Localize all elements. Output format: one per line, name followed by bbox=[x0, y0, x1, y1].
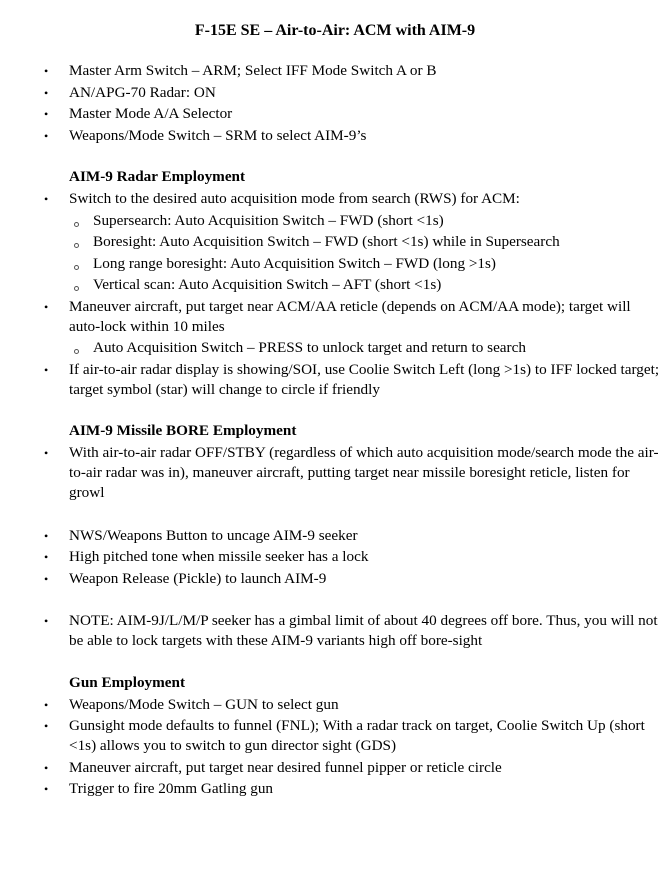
radar-mode-boresight: Boresight: Auto Acquisition Switch – FWD (short <1s) while in Supersearch bbox=[0, 232, 670, 252]
bore-step-launch: • Weapon Release (Pickle) to launch AIM-9 bbox=[0, 569, 670, 589]
radar-mode-long-boresight: Long range boresight: Auto Acquisition Switch – FWD (long >1s) bbox=[0, 254, 670, 274]
bore-note: • NOTE: AIM-9J/L/M/P seeker has a gimbal limit of about 40 degrees off bore. Thus, you will not be able to lock targets with these AIM-9 variants high off bore-sight bbox=[0, 611, 670, 651]
page-title: F-15E SE – Air-to-Air: ACM with AIM-9 bbox=[194, 22, 476, 39]
setup-item-master-arm: • Master Arm Switch – ARM; Select IFF Mode Switch A or B bbox=[0, 61, 670, 81]
gun-step-select: • Weapons/Mode Switch – GUN to select gun bbox=[0, 695, 670, 715]
gun-step-gunsight-mode: • Gunsight mode defaults to funnel (FNL); With a radar track on target, Coolie Switch Up (short <1s) allows you to switch to gun director sight (GDS) bbox=[0, 716, 670, 756]
section-heading-gun: Gun Employment bbox=[69, 673, 186, 691]
setup-item-radar-on: • AN/APG-70 Radar: ON bbox=[0, 83, 670, 103]
section-heading-radar: AIM-9 Radar Employment bbox=[69, 168, 246, 185]
bore-step-tone: • High pitched tone when missile seeker has a lock bbox=[0, 547, 670, 567]
radar-mode-vertical-scan: Vertical scan: Auto Acquisition Switch – AFT (short <1s) bbox=[0, 275, 670, 295]
radar-step-iff: • If air-to-air radar display is showing/SOI, use Coolie Switch Left (long >1s) to IFF locked target; target symbol (star) will change to circle if friendly bbox=[0, 360, 670, 400]
setup-item-weapons-mode: • Weapons/Mode Switch – SRM to select AIM-9’s bbox=[0, 126, 670, 146]
radar-unlock: Auto Acquisition Switch – PRESS to unlock target and return to search bbox=[0, 338, 670, 358]
gun-step-fire: • Trigger to fire 20mm Gatling gun bbox=[0, 779, 670, 799]
radar-mode-supersearch: Supersearch: Auto Acquisition Switch – FWD (short <1s) bbox=[0, 211, 670, 231]
setup-item-master-mode: • Master Mode A/A Selector bbox=[0, 104, 670, 124]
document-body bbox=[0, 61, 670, 801]
section-heading-bore: AIM-9 Missile BORE Employment bbox=[69, 422, 297, 439]
bore-step-maneuver: • With air-to-air radar OFF/STBY (regardless of which auto acquisition mode/search mode the air-to-air radar was in), maneuver aircraft, putting target near missile boresight reticle, listen for growl bbox=[0, 443, 670, 503]
radar-step-maneuver: • Maneuver aircraft, put target near ACM/AA reticle (depends on ACM/AA mode); target will auto-lock within 10 miles bbox=[0, 297, 670, 337]
radar-step-auto-acq: • Switch to the desired auto acquisition mode from search (RWS) for ACM: bbox=[0, 189, 670, 209]
gun-step-maneuver: • Maneuver aircraft, put target near desired funnel pipper or reticle circle bbox=[0, 758, 670, 778]
bore-step-uncage: • NWS/Weapons Button to uncage AIM-9 seeker bbox=[0, 526, 670, 546]
